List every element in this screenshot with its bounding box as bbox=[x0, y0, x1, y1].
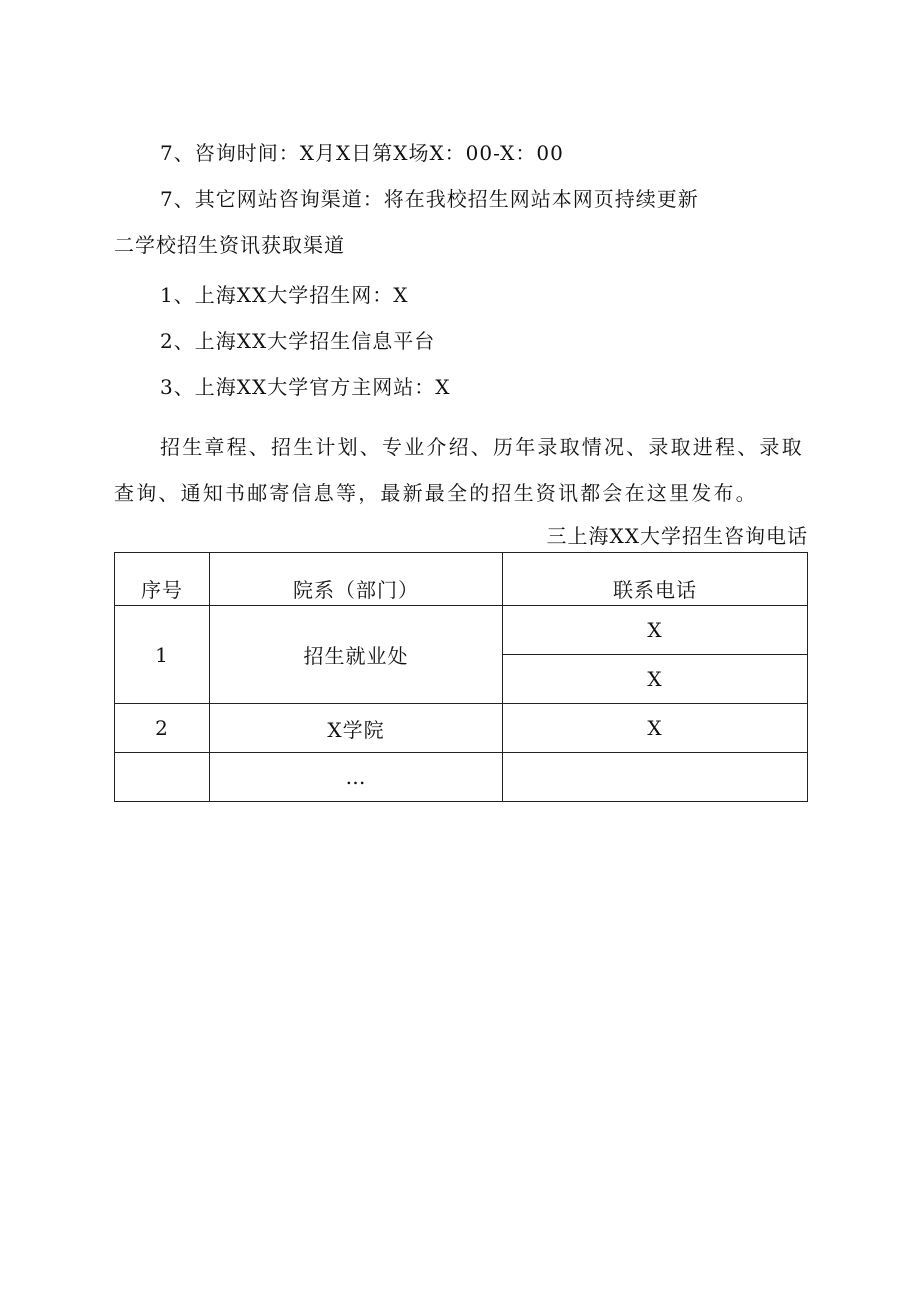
row-2-department: X学院 bbox=[210, 704, 503, 753]
table-row bbox=[115, 704, 808, 753]
row-1-phone-1: X bbox=[503, 606, 808, 655]
admission-info-paragraph: 招生章程、招生计划、专业介绍、历年录取情况、录取进程、录取查询、通知书邮寄信息等，最新最全的招生资讯都会在这里发布。 bbox=[114, 435, 804, 505]
table-header-row bbox=[115, 553, 808, 606]
row-3-number bbox=[115, 753, 210, 802]
section-3-heading: 三上海XX大学招生咨询电话 bbox=[546, 524, 808, 548]
table-row bbox=[115, 606, 808, 655]
row-1-number: 1 bbox=[115, 606, 210, 704]
channel-item-1: 1、上海XX大学招生网：X bbox=[160, 283, 409, 307]
row-3-department-ellipsis: … bbox=[210, 753, 503, 802]
header-phone: 联系电话 bbox=[503, 553, 808, 606]
header-department: 院系（部门） bbox=[210, 553, 503, 606]
header-serial-number: 序号 bbox=[115, 553, 210, 606]
row-1-phone-2: X bbox=[503, 655, 808, 704]
row-1-department: 招生就业处 bbox=[210, 606, 503, 704]
section-2-heading: 二学校招生资讯获取渠道 bbox=[114, 233, 345, 257]
row-2-phone: X bbox=[503, 704, 808, 753]
row-2-number: 2 bbox=[115, 704, 210, 753]
contact-phone-table bbox=[114, 552, 808, 802]
other-website-channel-line: 7、其它网站咨询渠道：将在我校招生网站本网页持续更新 bbox=[160, 187, 699, 211]
consult-time-line: 7、咨询时间：X月X日第X场X：00-X：00 bbox=[160, 141, 564, 165]
row-3-phone bbox=[503, 753, 808, 802]
channel-item-2: 2、上海XX大学招生信息平台 bbox=[160, 329, 436, 353]
table-row bbox=[115, 753, 808, 802]
channel-item-3: 3、上海XX大学官方主网站：X bbox=[160, 375, 451, 399]
